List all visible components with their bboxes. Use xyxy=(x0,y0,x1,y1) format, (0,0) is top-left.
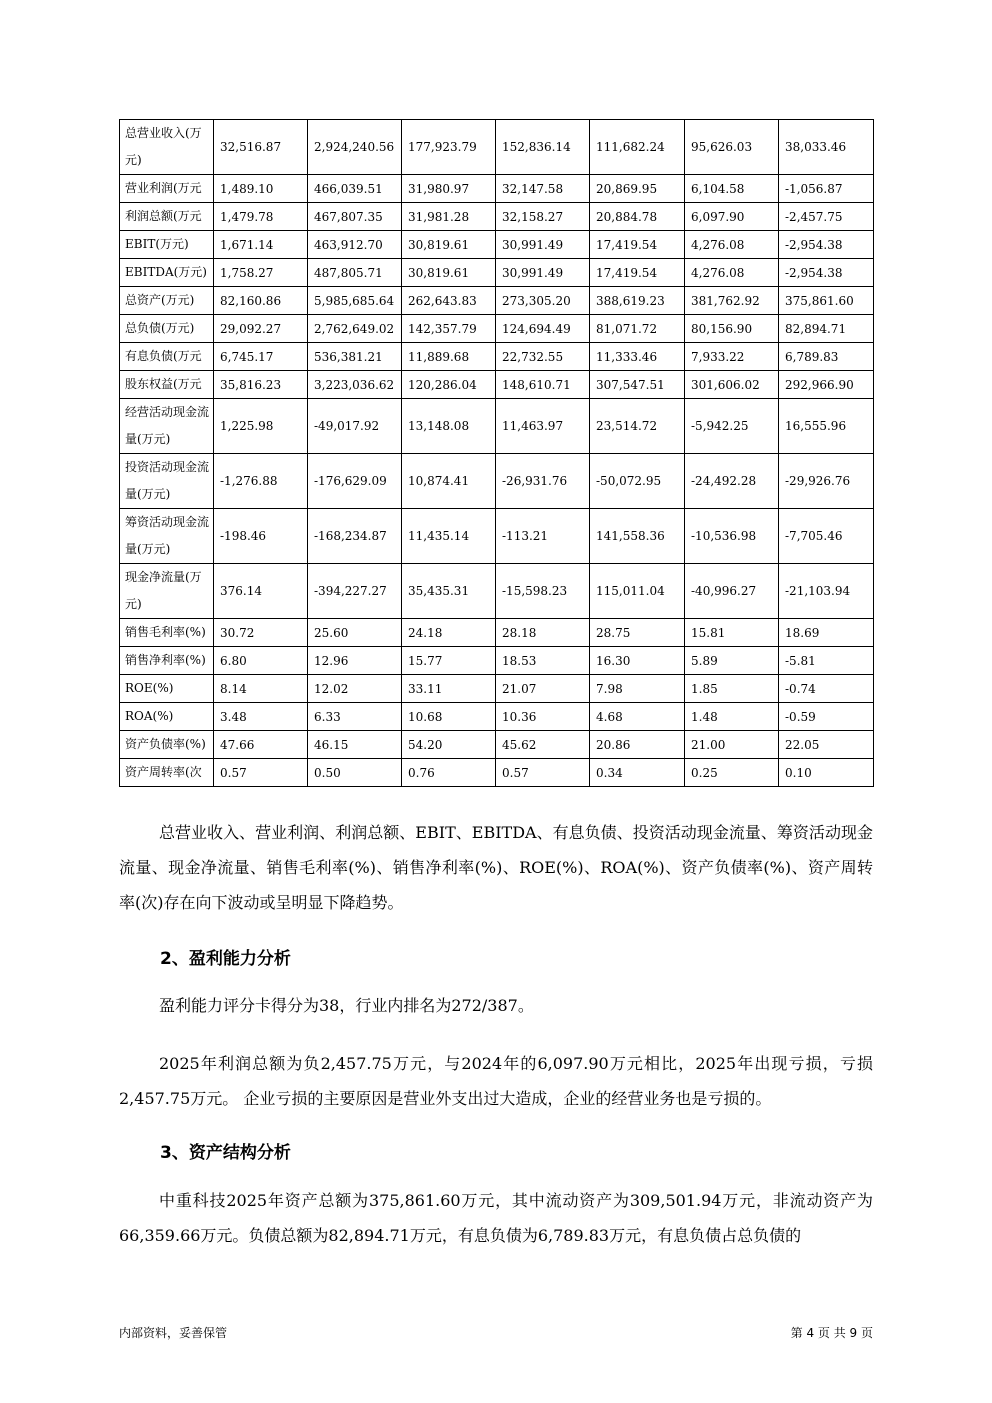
table-cell: 10.36 xyxy=(496,703,590,731)
table-cell: 6,789.83 xyxy=(779,343,874,371)
table-cell: 18.53 xyxy=(496,647,590,675)
table-row xyxy=(120,454,874,509)
table-cell: 17,419.54 xyxy=(590,259,685,287)
table-row xyxy=(120,703,874,731)
table-cell: 29,092.27 xyxy=(214,315,308,343)
table-cell: -0.74 xyxy=(779,675,874,703)
table-cell: 30,819.61 xyxy=(402,259,496,287)
row-label: 营业利润(万元 xyxy=(120,175,214,203)
table-cell: 5,985,685.64 xyxy=(308,287,402,315)
table-cell: 7.98 xyxy=(590,675,685,703)
table-cell: 3.48 xyxy=(214,703,308,731)
table-cell: 1,489.10 xyxy=(214,175,308,203)
table-row xyxy=(120,509,874,564)
table-cell: 301,606.02 xyxy=(685,371,779,399)
table-cell: 381,762.92 xyxy=(685,287,779,315)
table-cell: 12.96 xyxy=(308,647,402,675)
table-cell: 1.48 xyxy=(685,703,779,731)
table-cell: 1,225.98 xyxy=(214,399,308,454)
table-cell: 0.57 xyxy=(496,759,590,787)
table-cell: 33.11 xyxy=(402,675,496,703)
table-cell: 32,147.58 xyxy=(496,175,590,203)
row-label: 筹资活动现金流量(万元) xyxy=(120,509,214,564)
section-heading-asset: 3、资产结构分析 xyxy=(160,1143,291,1163)
financial-table-body xyxy=(120,120,874,787)
table-cell: 8.14 xyxy=(214,675,308,703)
table-cell: 15.77 xyxy=(402,647,496,675)
table-cell: 4,276.08 xyxy=(685,231,779,259)
table-cell: 6,745.17 xyxy=(214,343,308,371)
table-cell: 30,991.49 xyxy=(496,259,590,287)
table-cell: 13,148.08 xyxy=(402,399,496,454)
footer-confidential: 内部资料，妥善保管 xyxy=(119,1326,228,1340)
table-cell: 0.50 xyxy=(308,759,402,787)
table-cell: 95,626.03 xyxy=(685,120,779,175)
table-cell: -7,705.46 xyxy=(779,509,874,564)
row-label: 利润总额(万元 xyxy=(120,203,214,231)
table-cell: -1,276.88 xyxy=(214,454,308,509)
row-label: EBITDA(万元) xyxy=(120,259,214,287)
table-row xyxy=(120,175,874,203)
row-label: 投资活动现金流量(万元) xyxy=(120,454,214,509)
table-cell: 141,558.36 xyxy=(590,509,685,564)
table-cell: 292,966.90 xyxy=(779,371,874,399)
table-cell: 45.62 xyxy=(496,731,590,759)
table-cell: 46.15 xyxy=(308,731,402,759)
table-cell: -1,056.87 xyxy=(779,175,874,203)
table-cell: 10,874.41 xyxy=(402,454,496,509)
table-cell: 388,619.23 xyxy=(590,287,685,315)
profit-score-paragraph: 盈利能力评分卡得分为38，行业内排名为272/387。 xyxy=(159,996,534,1015)
table-cell: 17,419.54 xyxy=(590,231,685,259)
table-row xyxy=(120,203,874,231)
table-cell: 82,160.86 xyxy=(214,287,308,315)
row-label: 现金净流量(万元) xyxy=(120,564,214,619)
table-row xyxy=(120,315,874,343)
table-cell: 3,223,036.62 xyxy=(308,371,402,399)
table-cell: 82,894.71 xyxy=(779,315,874,343)
table-row xyxy=(120,647,874,675)
table-cell: -5,942.25 xyxy=(685,399,779,454)
table-cell: 120,286.04 xyxy=(402,371,496,399)
table-cell: 0.10 xyxy=(779,759,874,787)
table-cell: -24,492.28 xyxy=(685,454,779,509)
table-row xyxy=(120,343,874,371)
row-label: 有息负债(万元 xyxy=(120,343,214,371)
table-cell: 15.81 xyxy=(685,619,779,647)
profit-detail-paragraph: 2025年利润总额为负2,457.75万元，与2024年的6,097.90万元相比，2025年出现亏损，亏损2,457.75万元。 企业亏损的主要原因是营业外支出过大造成，企业的经营业务也是亏损的。 xyxy=(119,1054,873,1108)
table-cell: 152,836.14 xyxy=(496,120,590,175)
table-cell: -29,926.76 xyxy=(779,454,874,509)
table-cell: 148,610.71 xyxy=(496,371,590,399)
table-cell: -21,103.94 xyxy=(779,564,874,619)
table-cell: 18.69 xyxy=(779,619,874,647)
table-cell: 32,158.27 xyxy=(496,203,590,231)
table-cell: 30,819.61 xyxy=(402,231,496,259)
table-cell: 30.72 xyxy=(214,619,308,647)
table-cell: 6,097.90 xyxy=(685,203,779,231)
table-cell: 536,381.21 xyxy=(308,343,402,371)
table-cell: 38,033.46 xyxy=(779,120,874,175)
table-cell: 16,555.96 xyxy=(779,399,874,454)
table-cell: 0.57 xyxy=(214,759,308,787)
table-cell: 111,682.24 xyxy=(590,120,685,175)
table-cell: -5.81 xyxy=(779,647,874,675)
table-cell: 1,479.78 xyxy=(214,203,308,231)
table-row xyxy=(120,231,874,259)
table-cell: -15,598.23 xyxy=(496,564,590,619)
table-cell: 463,912.70 xyxy=(308,231,402,259)
table-cell: 10.68 xyxy=(402,703,496,731)
table-cell: 2,762,649.02 xyxy=(308,315,402,343)
table-cell: -2,954.38 xyxy=(779,231,874,259)
table-cell: 80,156.90 xyxy=(685,315,779,343)
table-cell: -0.59 xyxy=(779,703,874,731)
table-cell: 22.05 xyxy=(779,731,874,759)
table-cell: 23,514.72 xyxy=(590,399,685,454)
row-label: 销售毛利率(%) xyxy=(120,619,214,647)
table-cell: 54.20 xyxy=(402,731,496,759)
table-cell: 81,071.72 xyxy=(590,315,685,343)
footer-page-number: 第 4 页 共 9 页 xyxy=(790,1326,873,1340)
table-cell: 20.86 xyxy=(590,731,685,759)
table-cell: 28.18 xyxy=(496,619,590,647)
row-label: 销售净利率(%) xyxy=(120,647,214,675)
table-cell: -40,996.27 xyxy=(685,564,779,619)
table-cell: 124,694.49 xyxy=(496,315,590,343)
table-cell: 467,807.35 xyxy=(308,203,402,231)
table-cell: 25.60 xyxy=(308,619,402,647)
table-cell: 466,039.51 xyxy=(308,175,402,203)
table-cell: 6.80 xyxy=(214,647,308,675)
table-cell: 2,924,240.56 xyxy=(308,120,402,175)
table-cell: -49,017.92 xyxy=(308,399,402,454)
table-cell: 31,981.28 xyxy=(402,203,496,231)
table-cell: -2,457.75 xyxy=(779,203,874,231)
trend-paragraph: 总营业收入、营业利润、利润总额、EBIT、EBITDA、有息负债、投资活动现金流量、筹资活动现金流量、现金净流量、销售毛利率(%)、销售净利率(%)、ROE(%)、ROA(%)、资产负债率(%)、资产周转率(次)存在向下波动或呈明显下降趋势。 xyxy=(119,823,873,912)
table-cell: 4,276.08 xyxy=(685,259,779,287)
table-cell: 262,643.83 xyxy=(402,287,496,315)
section-heading-profit: 2、盈利能力分析 xyxy=(160,949,291,969)
table-cell: -113.21 xyxy=(496,509,590,564)
row-label: 总营业收入(万元) xyxy=(120,120,214,175)
table-cell: 35,816.23 xyxy=(214,371,308,399)
table-row xyxy=(120,120,874,175)
table-cell: 6.33 xyxy=(308,703,402,731)
table-cell: 7,933.22 xyxy=(685,343,779,371)
table-cell: 21.00 xyxy=(685,731,779,759)
table-cell: 375,861.60 xyxy=(779,287,874,315)
table-cell: 24.18 xyxy=(402,619,496,647)
row-label: ROA(%) xyxy=(120,703,214,731)
table-cell: 11,435.14 xyxy=(402,509,496,564)
table-row xyxy=(120,287,874,315)
table-cell: -168,234.87 xyxy=(308,509,402,564)
table-row xyxy=(120,399,874,454)
row-label: EBIT(万元) xyxy=(120,231,214,259)
table-cell: -50,072.95 xyxy=(590,454,685,509)
table-cell: -2,954.38 xyxy=(779,259,874,287)
table-cell: 47.66 xyxy=(214,731,308,759)
table-cell: 11,463.97 xyxy=(496,399,590,454)
table-cell: 6,104.58 xyxy=(685,175,779,203)
table-cell: 21.07 xyxy=(496,675,590,703)
table-cell: 1.85 xyxy=(685,675,779,703)
table-cell: -26,931.76 xyxy=(496,454,590,509)
table-row xyxy=(120,619,874,647)
table-cell: 487,805.71 xyxy=(308,259,402,287)
table-cell: 1,671.14 xyxy=(214,231,308,259)
table-cell: 307,547.51 xyxy=(590,371,685,399)
table-cell: 22,732.55 xyxy=(496,343,590,371)
row-label: 总资产(万元) xyxy=(120,287,214,315)
table-cell: 11,889.68 xyxy=(402,343,496,371)
table-cell: 32,516.87 xyxy=(214,120,308,175)
table-row xyxy=(120,564,874,619)
table-cell: 4.68 xyxy=(590,703,685,731)
row-label: 资产周转率(次 xyxy=(120,759,214,787)
table-row xyxy=(120,371,874,399)
table-cell: 12.02 xyxy=(308,675,402,703)
table-row xyxy=(120,675,874,703)
table-cell: 20,884.78 xyxy=(590,203,685,231)
table-cell: 273,305.20 xyxy=(496,287,590,315)
row-label: 股东权益(万元 xyxy=(120,371,214,399)
table-cell: 0.76 xyxy=(402,759,496,787)
row-label: 经营活动现金流量(万元) xyxy=(120,399,214,454)
table-cell: 35,435.31 xyxy=(402,564,496,619)
table-cell: 376.14 xyxy=(214,564,308,619)
table-cell: 28.75 xyxy=(590,619,685,647)
table-cell: 1,758.27 xyxy=(214,259,308,287)
row-label: 资产负债率(%) xyxy=(120,731,214,759)
table-cell: 0.25 xyxy=(685,759,779,787)
table-row xyxy=(120,259,874,287)
table-cell: 31,980.97 xyxy=(402,175,496,203)
table-cell: 20,869.95 xyxy=(590,175,685,203)
row-label: 总负债(万元) xyxy=(120,315,214,343)
table-cell: -394,227.27 xyxy=(308,564,402,619)
table-cell: 115,011.04 xyxy=(590,564,685,619)
table-cell: 30,991.49 xyxy=(496,231,590,259)
table-cell: -198.46 xyxy=(214,509,308,564)
table-cell: -176,629.09 xyxy=(308,454,402,509)
asset-detail-paragraph: 中重科技2025年资产总额为375,861.60万元，其中流动资产为309,501.94万元，非流动资产为66,359.66万元。负债总额为82,894.71万元，有息负债为6,789.83万元，有息负债占总负债的 xyxy=(119,1191,873,1245)
table-cell: 11,333.46 xyxy=(590,343,685,371)
table-cell: 0.34 xyxy=(590,759,685,787)
table-row xyxy=(120,731,874,759)
financial-table xyxy=(119,119,874,787)
table-cell: 5.89 xyxy=(685,647,779,675)
table-cell: 142,357.79 xyxy=(402,315,496,343)
table-cell: 177,923.79 xyxy=(402,120,496,175)
row-label: ROE(%) xyxy=(120,675,214,703)
table-row xyxy=(120,759,874,787)
table-cell: 16.30 xyxy=(590,647,685,675)
table-cell: -10,536.98 xyxy=(685,509,779,564)
